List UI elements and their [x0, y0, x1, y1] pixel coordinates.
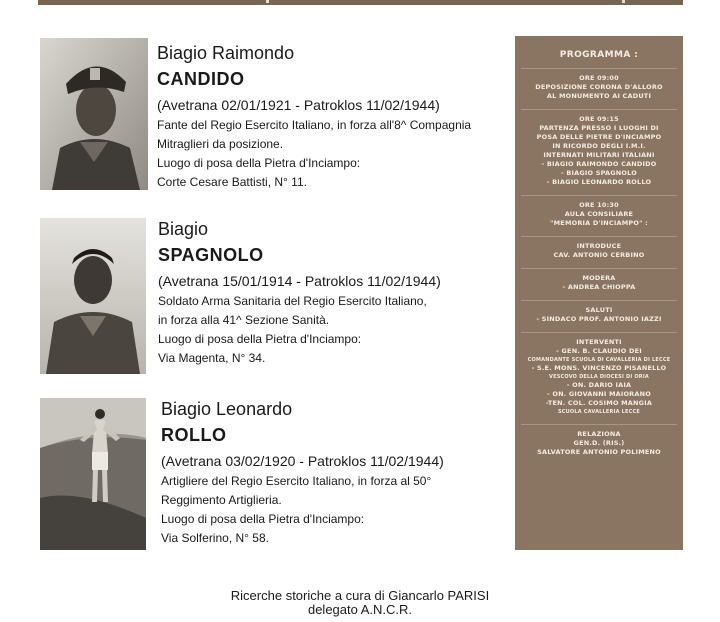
person-dates: (Avetrana 03/02/1920 - Patroklos 11/02/1944) [161, 453, 444, 469]
person-surname: SPAGNOLO [158, 245, 264, 265]
programma-line: - BIAGIO RAIMONDO CANDIDO [541, 160, 657, 168]
programma-panel [515, 36, 683, 550]
footer-credit-line: Ricerche storiche a cura di Giancarlo PARISI [230, 588, 490, 603]
programma-line: - GEN. B. CLAUDIO DEI [556, 347, 642, 355]
portrait-photo-rollo [40, 398, 146, 550]
description-line: Mitraglieri da posizione. [157, 137, 284, 151]
programma-time: ORE 09:15 [579, 115, 619, 123]
programma-line: INTERNATI MILITARI ITALIANI [543, 151, 655, 159]
programma-line: - S.E. MONS. VINCENZO PISANELLO [531, 364, 667, 372]
portrait-photo-candido [40, 38, 148, 190]
person-description [161, 472, 511, 548]
top-decorative-bar [38, 0, 683, 5]
footer-delegate-line: delegato A.N.C.R. [307, 602, 413, 617]
programma-section-introduce [521, 236, 677, 260]
programma-section-aula [521, 195, 677, 228]
person-first-name: Biagio Leonardo [161, 399, 293, 419]
description-line: Via Magenta, N° 34. [158, 351, 266, 365]
person-entry-rollo [161, 396, 511, 548]
programma-title: PROGRAMMA : [559, 50, 639, 60]
programma-line: GEN.D. (RIS.) [573, 439, 625, 447]
programma-time: ORE 10:30 [579, 201, 619, 209]
portrait-photo-spagnolo [40, 218, 146, 374]
programma-line: POSA DELLE PIETRE D'INCIAMPO [536, 133, 662, 141]
bar-mark [622, 0, 625, 3]
programma-line: AL MONUMENTO AI CADUTI [546, 92, 652, 100]
description-line: Soldato Arma Sanitaria del Regio Esercito Italiano, [158, 294, 427, 308]
programma-line: - ON. DARIO IAIA [566, 381, 632, 389]
person-entry-spagnolo [158, 216, 508, 368]
description-line: Luogo di posa della Pietra d'Inciampo: [158, 332, 362, 346]
programma-section-relaziona [521, 424, 677, 457]
programma-heading: SALUTI [585, 306, 613, 314]
programma-time: ORE 09:00 [579, 74, 619, 82]
person-surname: ROLLO [161, 425, 227, 445]
person-entry-candido [157, 40, 507, 192]
programma-line: IN RICORDO DEGLI I.M.I. [552, 142, 646, 150]
programma-subline: VESCOVO DELLA DIOCESI DI ORIA [549, 374, 649, 380]
programma-line: - BIAGIO SPAGNOLO [561, 169, 637, 177]
description-line: Corte Cesare Battisti, N° 11. [157, 175, 307, 189]
programma-section-deposizione [521, 68, 677, 101]
programma-section-saluti [521, 300, 677, 324]
programma-subline: COMANDANTE SCUOLA DI CAVALLERIA DI LECCE [527, 357, 671, 363]
programma-section-partenza [521, 109, 677, 187]
person-description [157, 116, 507, 192]
description-line: Reggimento Artiglieria. [161, 493, 282, 507]
person-surname: CANDIDO [157, 69, 245, 89]
person-description [158, 292, 508, 368]
bar-mark [266, 0, 269, 3]
programma-heading: INTERVENTI [576, 338, 622, 346]
person-dates: (Avetrana 02/01/1921 - Patroklos 11/02/1944) [157, 97, 440, 113]
programma-line: - BIAGIO LEONARDO ROLLO [546, 178, 652, 186]
programma-section-modera [521, 268, 677, 292]
programma-line: - ANDREA CHIOPPA [562, 283, 636, 291]
description-line: in forza alla 41^ Sezione Sanità. [158, 313, 330, 327]
programma-line: AULA CONSILIARE [564, 210, 634, 218]
description-line: Luogo di posa della Pietra d'Inciampo: [157, 156, 361, 170]
programma-line: "MEMORIA D'INCIAMPO" : [550, 219, 648, 227]
programma-line: DEPOSIZIONE CORONA D'ALLORO [535, 83, 663, 91]
programma-heading: MODERA [582, 274, 616, 282]
programma-subline: SCUOLA CAVALLERIA LECCE [557, 409, 641, 415]
programma-line: SALVATORE ANTONIO POLIMENO [537, 448, 661, 456]
programma-line: CAV. ANTONIO CERBINO [553, 251, 645, 259]
programma-heading: INTRODUCE [576, 242, 622, 250]
programma-line: - SINDACO PROF. ANTONIO IAZZI [536, 315, 662, 323]
person-first-name: Biagio Raimondo [157, 43, 295, 63]
person-dates: (Avetrana 15/01/1914 - Patroklos 11/02/1944) [158, 273, 441, 289]
description-line: Artigliere del Regio Esercito Italiano, in forza al 50° [161, 474, 432, 488]
programma-section-interventi [521, 332, 677, 416]
person-first-name: Biagio [158, 219, 209, 239]
description-line: Luogo di posa della Pietra d'Inciampo: [161, 512, 365, 526]
description-line: Fante del Regio Esercito Italiano, in forza all'8^ Compagnia [157, 118, 472, 132]
description-line: Via Solferino, N° 58. [161, 531, 269, 545]
programma-line: PARTENZA PRESSO I LUOGHI DI [539, 124, 659, 132]
programma-heading: RELAZIONA [577, 430, 621, 438]
programma-line: -TEN. COL. COSIMO MANGIA [545, 399, 653, 407]
programma-line: - ON. GIOVANNI MAIORANO [547, 390, 651, 398]
